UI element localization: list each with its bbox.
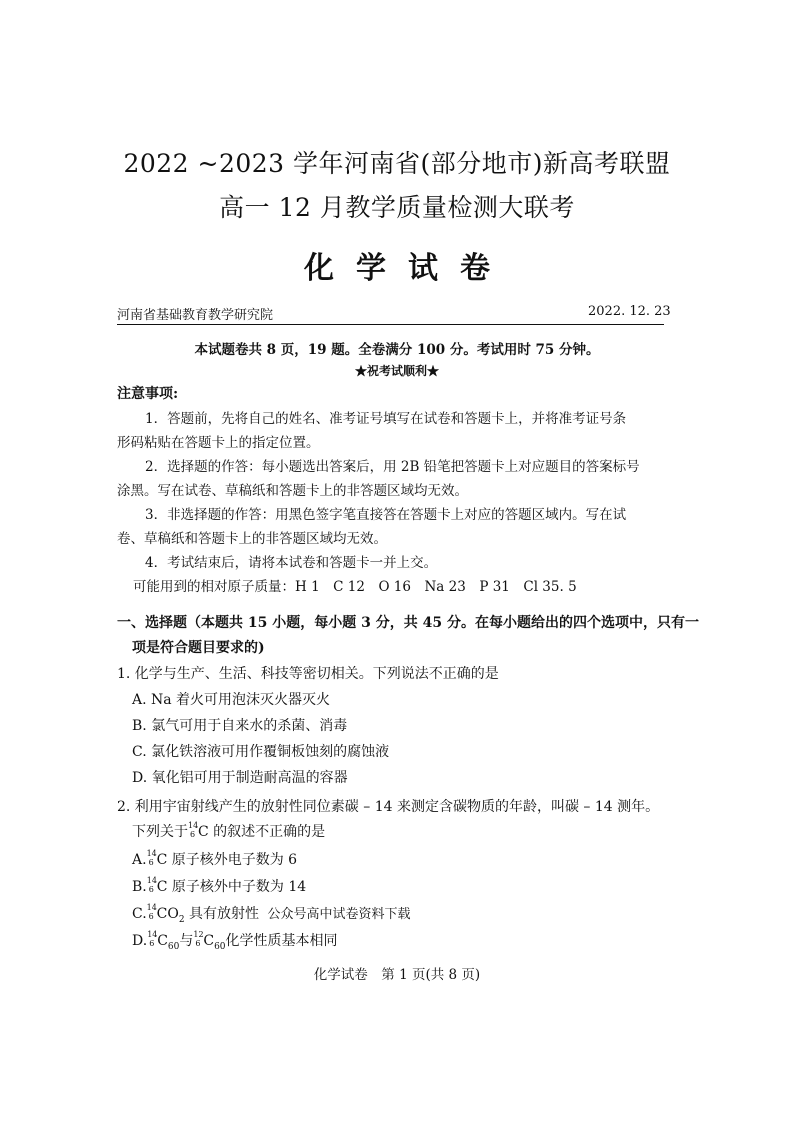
- question-2-option-d: D. 14 6 $C_{60}$与 12 6 $C_{60}$化学性质基本相同: [132, 930, 338, 952]
- section-heading: 一、选择题（本题共 15 小题，每小题 3 分，共 45 分。在每小题给出的四个选项中，只有一: [117, 615, 699, 631]
- watermark-text: 公众号高中试卷资料下载: [267, 907, 411, 922]
- question-1-option-d: D. 氧化铝可用于制造耐高温的容器: [132, 770, 348, 786]
- exam-title-line2: 高一 12 月教学质量检测大联考: [219, 193, 575, 222]
- header-divider: [117, 324, 664, 325]
- exam-info: 本试题卷共 8 页，19 题。全卷满分 100 分。考试用时 75 分钟。: [194, 342, 600, 358]
- notice-item-1-cont: 形码粘贴在答题卡上的指定位置。: [117, 435, 320, 451]
- good-luck: ★祝考试顺利★: [354, 364, 439, 378]
- page-footer: 化学试卷 第 1 页(共 8 页): [313, 967, 481, 983]
- question-1-option-a: A. Na 着火可用泡沫灭火器灭火: [132, 692, 331, 708]
- question-1-stem: 1. 化学与生产、生活、科技等密切相关。下列说法不正确的是: [117, 666, 499, 682]
- atomic-masses: 可能用到的相对原子质量：H 1 C 12 O 16 Na 23 P 31 Cl 35. 5: [133, 579, 577, 595]
- notice-item-2: 2．选择题的作答：每小题选出答案后，用 2B 铅笔把答题卡上对应题目的答案标号: [145, 459, 640, 475]
- question-2-option-c: C. 14 6 $CO_2$ 具有放射性 公众号高中试卷资料下载: [132, 903, 411, 925]
- notice-item-3: 3．非选择题的作答：用黑色签字笔直接答在答题卡上对应的答题区域内。写在试: [145, 507, 627, 523]
- notice-item-4: 4．考试结束后，请将本试卷和答题卡一并上交。: [145, 555, 438, 571]
- notice-item-1: 1．答题前，先将自己的姓名、准考证号填写在试卷和答题卡上，并将准考证号条: [145, 411, 627, 427]
- question-2-stem-cont: 下列关于 14 6 C 的叙述不正确的是: [132, 821, 326, 840]
- exam-title-line1: 2022 ~2023 学年河南省(部分地市)新高考联盟: [123, 149, 671, 178]
- question-2-stem: 2. 利用宇宙射线产生的放射性同位素碳 – 14 来测定含碳物质的年龄，叫碳 – 14 测年。: [117, 799, 660, 815]
- question-1-option-b: B. 氯气可用于自来水的杀菌、消毒: [132, 718, 348, 734]
- notice-item-3-cont: 卷、草稿纸和答题卡上的非答题区域均无效。: [117, 531, 387, 547]
- notice-heading: 注意事项:: [117, 386, 179, 402]
- section-heading-cont: 项是符合题目要求的): [132, 640, 265, 656]
- isotope-c14: 14 6: [188, 821, 199, 839]
- notice-item-2-cont: 涂黑。写在试卷、草稿纸和答题卡上的非答题区域均无效。: [117, 483, 468, 499]
- organization: 河南省基础教育教学研究院: [117, 308, 274, 323]
- question-1-option-c: C. 氯化铁溶液可用作覆铜板蚀刻的腐蚀液: [132, 744, 390, 760]
- subject-title: 化学试卷: [304, 251, 512, 286]
- exam-date: 2022. 12. 23: [588, 304, 671, 319]
- question-2-option-b: B. 14 6 C 原子核外中子数为 14: [132, 876, 307, 895]
- question-2-option-a: A. 14 6 C 原子核外电子数为 6: [132, 849, 298, 868]
